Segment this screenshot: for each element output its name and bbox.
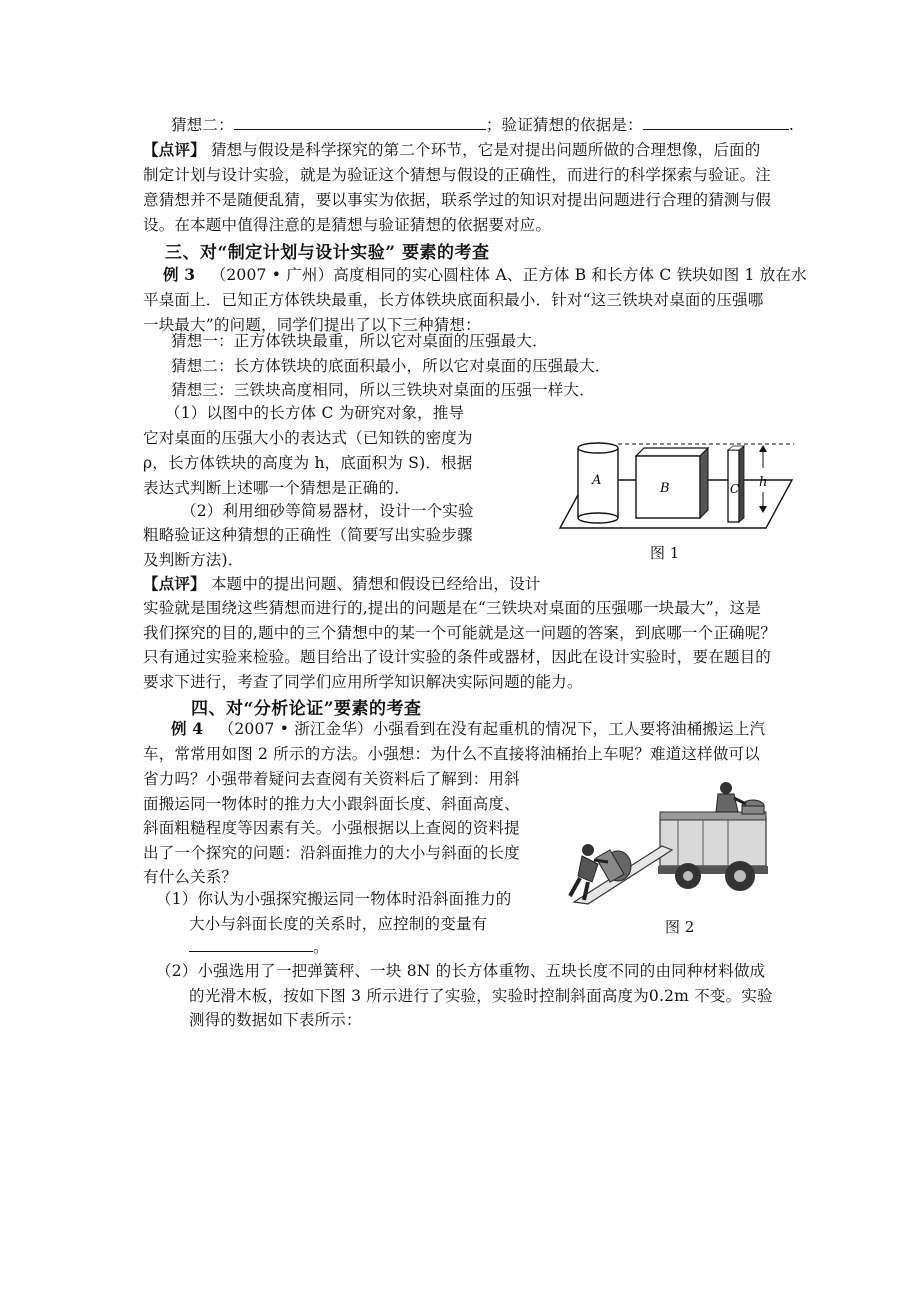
- question-line: 它对桌面的压强大小的表达式（已知铁的密度为: [143, 429, 473, 447]
- question-line: （1）以图中的长方体 C 为研究对象，推导: [165, 404, 465, 422]
- label-a: A: [592, 473, 602, 488]
- answer-blank: [189, 937, 313, 952]
- question-line: （2）小强选用了一把弹簧秤、一块 8N 的长方体重物、五块长度不同的由同种材料做成: [156, 962, 766, 980]
- cube-b: [636, 448, 708, 518]
- example-4-line: 有什么关系？: [143, 868, 238, 886]
- figure-2-caption: 图 2: [665, 918, 695, 936]
- question-line: 的光滑木板，按如下图 3 所示进行了实验，实验时控制斜面高度为0.2m 不变。实验: [189, 987, 773, 1005]
- label-h: h: [759, 475, 768, 490]
- example-4-line: 省力吗？小强带着疑问去查阅有关资料后了解到：用斜: [143, 770, 520, 788]
- section-heading-4: 四、对“分析论证”要素的考查: [191, 699, 422, 719]
- label-c: C: [730, 482, 740, 496]
- example-4-line: 斜面粗糙程度等因素有关。小强根据以上查阅的资料提: [143, 819, 520, 837]
- answer-blank: [643, 115, 789, 130]
- question-line: 表达式判断上述哪一个猜想是正确的．: [143, 479, 410, 497]
- question-line: 及判断方法)．: [143, 551, 244, 569]
- review-paragraph-line: 要求下进行，考查了同学们应用所学知识解决实际问题的能力。: [143, 673, 583, 691]
- figure-1-caption: 图 1: [650, 544, 680, 562]
- label-b: B: [660, 481, 670, 496]
- question-line: （2）利用细砂等简易器材，设计一个实验: [181, 502, 474, 520]
- example-3-line: 平桌面上．已知正方体铁块最重，长方体铁块底面积最小．针对“这三铁块对桌面的压强哪: [143, 291, 764, 309]
- question-line: （1）你认为小强探究搬运同一物体时沿斜面推力的: [156, 890, 512, 908]
- review-paragraph-line: 制定计划与设计实验，就是为验证这个猜想与假设的正确性，而进行的科学探索与验证。注: [143, 166, 772, 184]
- conjecture-line: 猜想二：长方体铁块的底面积最小，所以它对桌面的压强最大．: [171, 357, 611, 375]
- review-paragraph-line: 我们探究的目的,题中的三个猜想中的某一个可能就是这一问题的答案，到底哪一个正确呢？: [143, 624, 777, 642]
- example-4-line: 例 4 （2007 • 浙江金华）小强看到在没有起重机的情况下，工人要将油桶搬运上汽: [171, 719, 766, 738]
- question-line: 粗略验证这种猜想的正确性（简要写出实验步骤: [143, 526, 473, 544]
- question-line: 测得的数据如下表所示：: [189, 1011, 362, 1029]
- example-4-line: 出了一个探究的问题：沿斜面推力的大小与斜面的长度: [143, 844, 520, 862]
- figure-1-diagram: [556, 420, 796, 536]
- conjecture-line: 猜想三：三铁块高度相同，所以三铁块对桌面的压强一样大．: [171, 381, 595, 399]
- example-tag: 例 3: [163, 265, 196, 284]
- barrel-on-ramp: [596, 850, 631, 882]
- answer-blank: [234, 115, 486, 130]
- review-paragraph-line: 只有通过实验来检验。题目给出了设计实验的条件或器材，因此在设计实验时，要在题目的: [143, 648, 772, 666]
- basis-label: ；验证猜想的依据是：: [485, 116, 643, 134]
- example-4-line: 面搬运同一物体时的推力大小跟斜面长度、斜面高度、: [143, 795, 520, 813]
- question-line: ρ，长方体铁块的高度为 h，底面积为 S)．根据: [143, 454, 473, 472]
- review-paragraph-line: 实验就是围绕这些猜想而进行的,提出的问题是在“三铁块对桌面的压强哪一块最大”，这是: [143, 599, 761, 617]
- question-line: 。: [189, 937, 329, 957]
- section-heading-3: 三、对“制定计划与设计实验” 要素的考查: [165, 243, 490, 263]
- review-paragraph-line: 设。在本题中值得注意的是猜想与验证猜想的依据要对应。: [143, 216, 552, 234]
- example-3-line: 一块最大”的问题，同学们提出了以下三种猜想：: [143, 316, 481, 334]
- review-paragraph-line: 意猜想并不是随便乱猜，要以事实为依据，联系学过的知识对提出问题进行合理的猜测与假: [143, 191, 772, 209]
- example-4-line: 车，常常用如图 2 所示的方法。小强想：为什么不直接将油桶抬上车呢？难道这样做可以: [143, 745, 760, 763]
- example-3-line: 例 3 （2007 • 广州）高度相同的实心圆柱体 A、正方体 B 和长方体 C 铁块如图 1 放在水: [163, 265, 807, 284]
- question-line: 大小与斜面长度的关系时，应控制的变量有: [189, 915, 488, 933]
- review-paragraph-line: 【点评】 猜想与假设是科学探究的第二个环节，它是对提出问题所做的合理想像，后面的: [143, 140, 761, 159]
- review-paragraph-line: 【点评】 本题中的提出问题、猜想和假设已经给出，设计: [143, 574, 541, 593]
- example-tag: 例 4: [171, 719, 204, 738]
- figure-2-illustration: [548, 780, 770, 906]
- truck: [658, 812, 768, 891]
- review-tag: 【点评】: [143, 574, 206, 593]
- review-tag: 【点评】: [143, 140, 206, 159]
- conjecture-two-label: 猜想二：: [171, 116, 234, 134]
- conjecture-line: 猜想一：正方体铁块最重，所以它对桌面的压强最大．: [171, 332, 548, 350]
- conjecture-two-line: 猜想二： ；验证猜想的依据是： .: [171, 116, 794, 134]
